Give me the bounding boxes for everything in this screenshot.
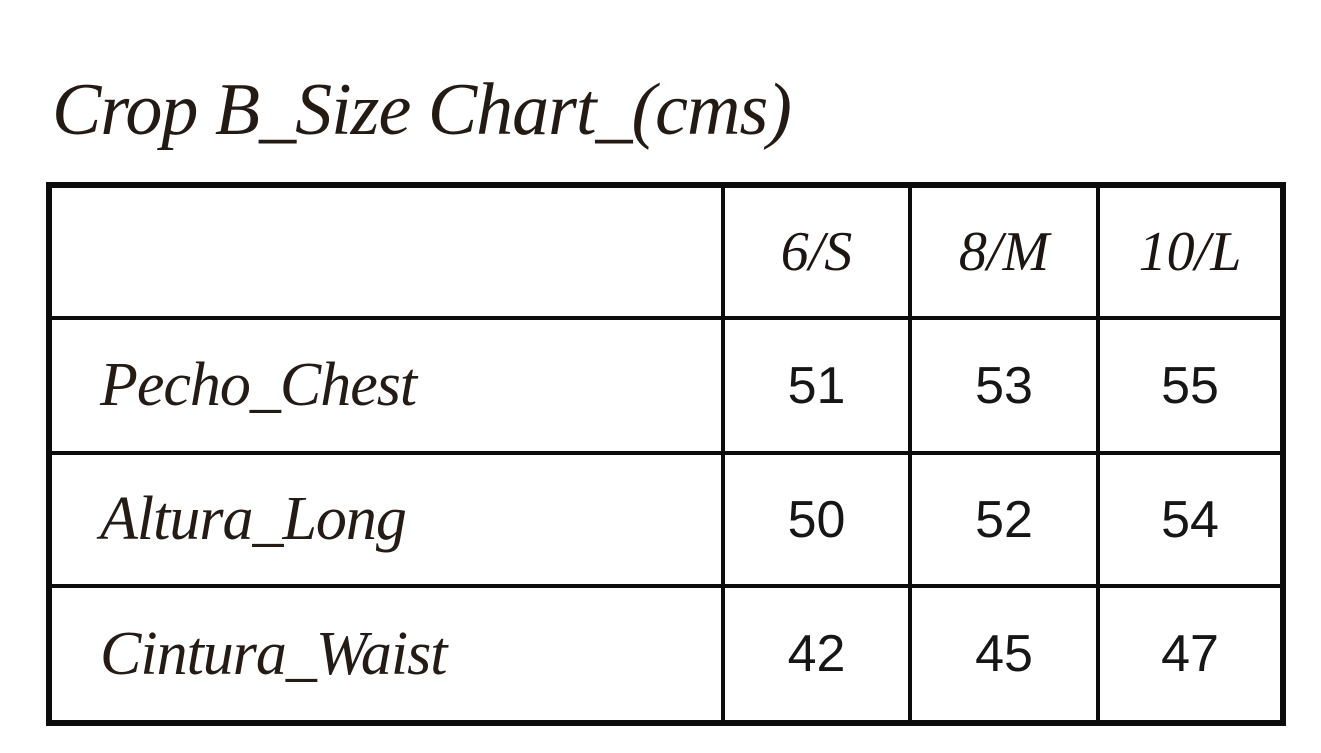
header-row [49, 185, 1283, 318]
table-row-long [49, 453, 1283, 586]
page-title: Crop B_Size Chart_(cms) [52, 69, 791, 151]
cell-chest-8m: 53 [910, 318, 1098, 453]
cell-waist-10l: 47 [1098, 586, 1283, 723]
size-chart-table [46, 182, 1286, 726]
cell-chest-6s: 51 [723, 318, 910, 453]
row-label-long: Altura_Long [49, 453, 723, 586]
header-corner-cell [49, 185, 723, 318]
cell-waist-8m: 45 [910, 586, 1098, 723]
row-label-waist: Cintura_Waist [49, 586, 723, 723]
cell-long-10l: 54 [1098, 453, 1283, 586]
header-size-8m: 8/M [910, 185, 1098, 318]
cell-long-6s: 50 [723, 453, 910, 586]
header-size-6s: 6/S [723, 185, 910, 318]
table-row-waist [49, 586, 1283, 723]
cell-chest-10l: 55 [1098, 318, 1283, 453]
cell-waist-6s: 42 [723, 586, 910, 723]
header-size-10l: 10/L [1098, 185, 1283, 318]
table-row-chest [49, 318, 1283, 453]
row-label-chest: Pecho_Chest [49, 318, 723, 453]
cell-long-8m: 52 [910, 453, 1098, 586]
